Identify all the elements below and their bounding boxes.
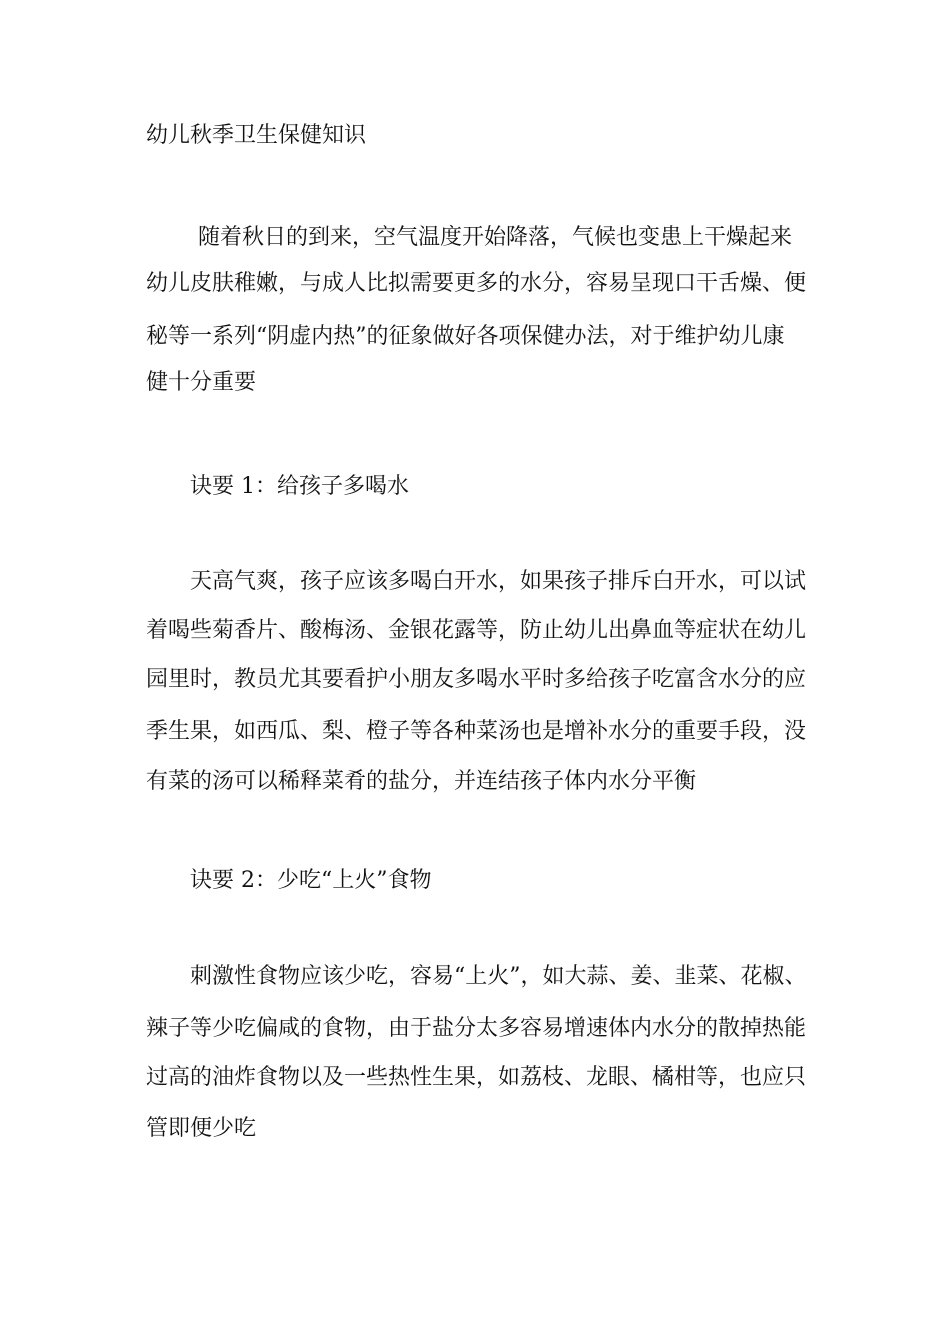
section-1-line-1: 天高气爽，孩子应该多喝白开水，如果孩子排斥白开水，可以试 [190,569,807,594]
intro-line-1: 随着秋日的到来，空气温度开始降落，气候也变患上干燥起来 [198,225,793,250]
section-1-line-2: 着喝些菊香片、酸梅汤、金银花露等，防止幼儿出鼻血等症状在幼儿 [146,618,807,643]
section-1-line-4: 季生果，如西瓜、梨、橙子等各种菜汤也是增补水分的重要手段，没 [146,719,807,744]
intro-line-3: 秘等一系列“阴虚内热”的征象做好各项保健办法，对于维护幼儿康 [146,324,785,349]
section-1-line-5: 有菜的汤可以稀释菜肴的盐分，并连结孩子体内水分平衡 [146,769,697,794]
section-2-line-1: 刺激性食物应该少吃，容易“上火”，如大蒜、姜、韭菜、花椒、 [190,964,807,989]
section-2-line-3: 过高的油炸食物以及一些热性生果，如荔枝、龙眼、橘柑等，也应只 [146,1065,807,1090]
intro-line-2: 幼儿皮肤稚嫩，与成人比拟需要更多的水分，容易呈现口干舌燥、便 [146,271,807,296]
section-2-line-4: 管即便少吃 [146,1116,257,1141]
document-title: 幼儿秋季卫生保健知识 [146,123,367,148]
intro-line-4: 健十分重要 [146,370,257,395]
section-1-heading: 诀要 1：给孩子多喝水 [190,474,409,499]
section-1-line-3: 园里时，教员尤其要看护小朋友多喝水平时多给孩子吃富含水分的应 [146,667,807,692]
section-2-line-2: 辣子等少吃偏咸的食物，由于盐分太多容易增速体内水分的散掉热能 [146,1016,807,1041]
section-2-heading: 诀要 2：少吃“上火”食物 [190,868,432,893]
